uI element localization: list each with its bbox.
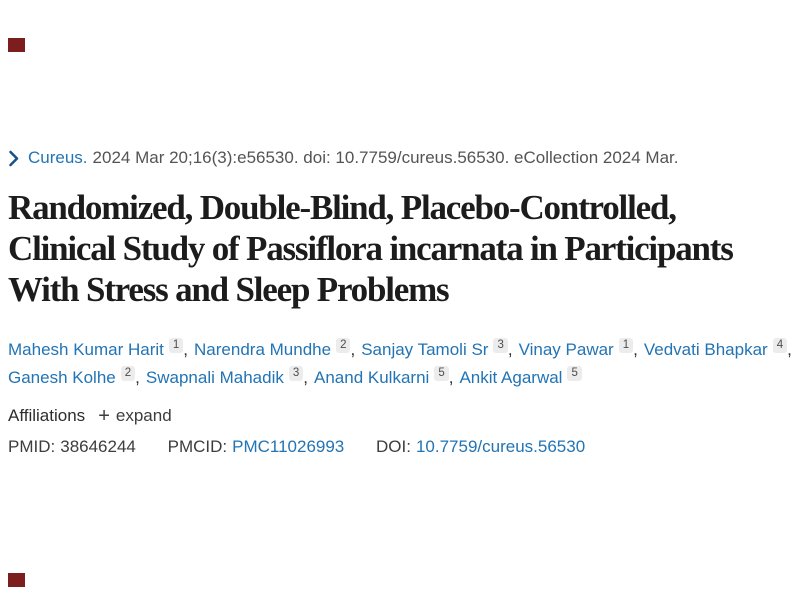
author-link[interactable]: Sanjay Tamoli Sr — [361, 340, 489, 359]
red-annotation-mark — [8, 38, 25, 52]
authors-line — [8, 364, 792, 392]
author-link[interactable]: Ankit Agarwal — [459, 368, 563, 387]
pmcid-group — [168, 437, 345, 456]
expand-affiliations-label: expand — [115, 406, 172, 425]
chevron-right-icon[interactable] — [8, 150, 19, 167]
author-affiliation-sup: 3 — [493, 338, 507, 353]
author-separator: , — [448, 368, 454, 387]
article-title-line: Randomized, Double-Blind, Placebo-Controlled, — [8, 188, 676, 227]
article-title — [8, 187, 733, 310]
author-link[interactable]: Vinay Pawar — [518, 340, 614, 359]
pmid-label: PMID: — [8, 437, 56, 456]
journal-link[interactable]: Cureus. — [28, 148, 88, 167]
pmid-group — [8, 437, 136, 456]
article-title-line: Clinical Study of Passiflora incarnata in Participants — [8, 229, 733, 268]
doi-group — [376, 437, 585, 456]
red-annotation-mark — [8, 573, 25, 587]
author-link[interactable]: Swapnali Mahadik — [145, 368, 284, 387]
pmid-value: 38646244 — [60, 437, 136, 456]
author-affiliation-sup: 1 — [169, 338, 183, 353]
author-separator: , — [350, 340, 356, 359]
author-affiliation-sup: 5 — [567, 366, 581, 381]
pmcid-link[interactable]: PMC11026993 — [232, 437, 345, 456]
expand-affiliations-button[interactable] — [98, 406, 171, 426]
doi-label: DOI: — [376, 437, 411, 456]
pmcid-label: PMCID: — [167, 437, 228, 456]
author-affiliation-sup: 5 — [434, 366, 448, 381]
doi-link[interactable]: 10.7759/cureus.56530 — [415, 437, 586, 456]
affiliations-row — [8, 406, 172, 426]
affiliations-label: Affiliations — [8, 406, 86, 425]
author-separator: , — [135, 368, 140, 387]
author-link[interactable]: Mahesh Kumar Harit — [8, 340, 164, 359]
author-separator: , — [787, 340, 792, 359]
identifiers-row — [8, 437, 612, 457]
author-affiliation-sup: 2 — [121, 366, 135, 381]
author-separator: , — [303, 368, 308, 387]
author-separator: , — [183, 340, 189, 359]
plus-icon: + — [98, 404, 110, 427]
author-affiliation-sup: 3 — [289, 366, 303, 381]
author-separator: , — [507, 340, 513, 359]
author-link[interactable]: Vedvati Bhapkar — [643, 340, 768, 359]
citation-details: 2024 Mar 20;16(3):e56530. doi: 10.7759/cureus.56530. eCollection 2024 Mar. — [92, 148, 679, 167]
author-link[interactable]: Narendra Mundhe — [194, 340, 332, 359]
author-affiliation-sup: 1 — [619, 338, 633, 353]
author-link[interactable]: Ganesh Kolhe — [8, 368, 116, 387]
author-affiliation-sup: 4 — [773, 338, 787, 353]
journal-citation-line — [8, 147, 679, 169]
author-list — [8, 336, 792, 392]
authors-line — [8, 336, 792, 364]
author-separator: , — [633, 340, 638, 359]
author-link[interactable]: Anand Kulkarni — [314, 368, 430, 387]
article-title-line: With Stress and Sleep Problems — [8, 270, 449, 309]
author-affiliation-sup: 2 — [336, 338, 350, 353]
